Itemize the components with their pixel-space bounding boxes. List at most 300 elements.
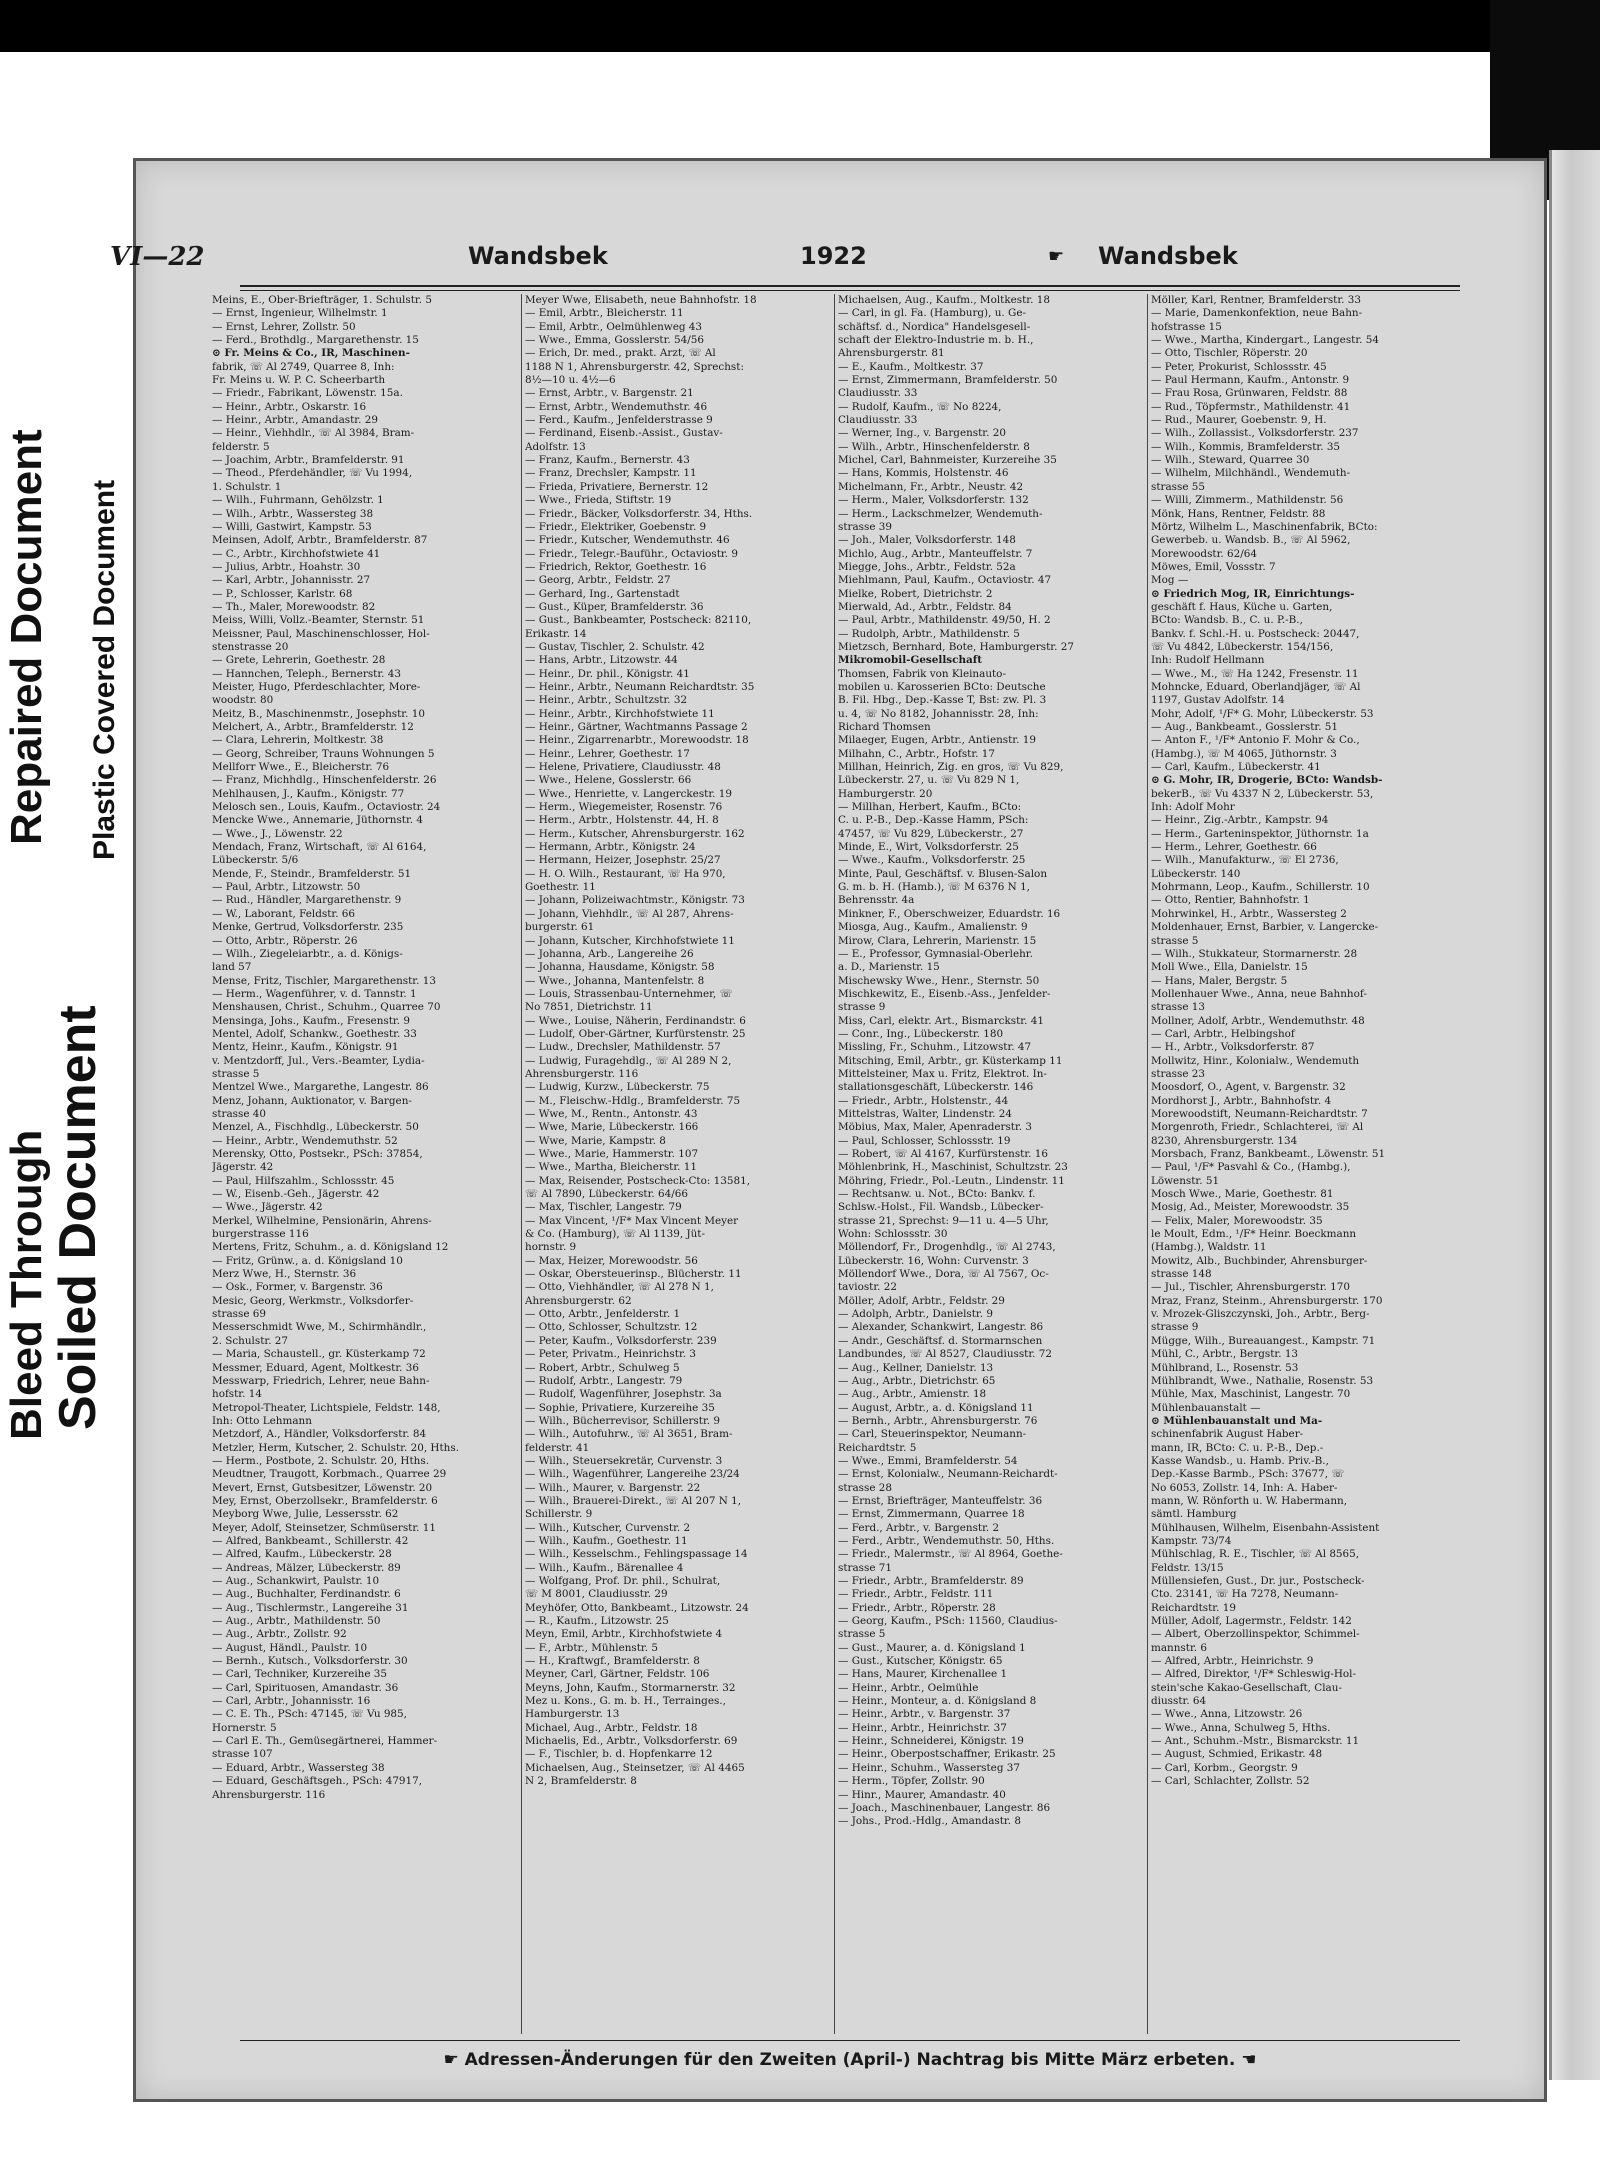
directory-entry: Thomsen, Fabrik von Kleinauto- [838,667,1006,680]
directory-entry: Metzler, Herm, Kutscher, 2. Schulstr. 20, Hths. [212,1441,459,1454]
directory-entry: — Ernst, Arbtr., v. Bargenstr. 21 [525,387,694,400]
page-header [110,242,1466,282]
directory-entry: Ahrensburgerstr. 62 [525,1294,632,1307]
directory-entry: ☏ Vu 4842, Lübeckerstr. 154/156, [1151,640,1334,653]
directory-entry: — Robert, Arbtr., Schulweg 5 [525,1361,680,1374]
directory-entry: — Emil, Arbtr., Oelmühlenweg 43 [525,320,703,333]
directory-entry: Meudtner, Traugott, Korbmach., Quarree 29 [212,1468,447,1481]
directory-entry: — Friedr., Malermstr., ☏ Al 8964, Goethe- [838,1548,1063,1561]
directory-entry: — Johann, Viehhdlr., ☏ Al 287, Ahrens- [525,907,734,920]
directory-entry: Lübeckerstr. 140 [1151,867,1241,880]
directory-entry: — Wwe., Martha, Kindergart., Langestr. 54 [1151,334,1379,347]
directory-entry: — Aug., Arbtr., Zollstr. 92 [212,1628,347,1641]
directory-entry: strasse 71 [838,1561,893,1574]
directory-entry: Mentzel Wwe., Margarethe, Langestr. 86 [212,1081,429,1094]
directory-entry: — Otto, Rentier, Bahnhofstr. 1 [1151,894,1310,907]
directory-entry: — Carl, Korbm., Georgstr. 9 [1151,1761,1298,1774]
directory-entry: Meyer Wwe, Elisabeth, neue Bahnhofstr. 18 [525,294,757,306]
directory-entry: Mollner, Adolf, Arbtr., Wendemuthstr. 48 [1151,1014,1365,1027]
directory-entry: — H., Kraftwgf., Bramfelderstr. 8 [525,1655,700,1668]
directory-entry: — Carl, Kaufm., Lübeckerstr. 41 [1151,761,1321,774]
directory-entry: — Wwe., Emma, Gosslerstr. 54/56 [525,334,704,347]
directory-entry: strasse 55 [1151,480,1206,493]
directory-entry: Meyborg Wwe, Julie, Lessersstr. 62 [212,1508,399,1521]
directory-entry: Lübeckerstr. 16, Wohn: Curvenstr. 3 [838,1254,1029,1267]
directory-entry: — Heinr., Zigarrenarbtr., Morewoodstr. 18 [525,734,749,747]
directory-entry: Inh: Adolf Mohr [1151,801,1235,814]
directory-entry: sämtl. Hamburg [1151,1508,1237,1521]
directory-entry: Menshausen, Christ., Schuhm., Quarree 70 [212,1001,441,1014]
directory-entry: — Aug., Tischlermstr., Langereihe 31 [212,1601,409,1614]
directory-entry: — Ludw., Drechsler, Mathildenstr. 57 [525,1041,721,1054]
directory-entry: — Louis, Strassenbau-Unternehmer, ☏ [525,987,733,1000]
directory-entry: fabrik, ☏ Al 2749, Quarree 8, Inh: [212,360,395,373]
directory-entry: — Rud., Töpfermstr., Mathildenstr. 41 [1151,400,1351,413]
directory-entry: — Wilh., Wagenführer, Langereihe 23/24 [525,1468,740,1481]
directory-entry: — Wilh., Steward, Quarree 30 [1151,454,1310,467]
directory-entry: — Carl, Arbtr., Helbingshof [1151,1027,1295,1040]
directory-entry: — Andreas, Mälzer, Lübeckerstr. 89 [212,1561,401,1574]
directory-entry: — Grete, Lehrerin, Goethestr. 28 [212,654,386,667]
directory-entry: — Aug., Arbtr., Mathildenstr. 50 [212,1615,381,1628]
directory-entry: 8½—10 u. 4½—6 [525,374,616,387]
directory-entry: — Rud., Maurer, Goebenstr. 9, H. [1151,414,1327,427]
directory-entry: 47457, ☏ Vu 829, Lübeckerstr., 27 [838,827,1024,840]
directory-entry: Mitsching, Emil, Arbtr., gr. Küsterkamp 11 [838,1054,1063,1067]
directory-entry: — Hermann, Heizer, Josephstr. 25/27 [525,854,721,867]
directory-entry: — Hans, Maler, Bergstr. 5 [1151,974,1288,987]
directory-entry: — Bernh., Arbtr., Ahrensburgerstr. 76 [838,1414,1038,1427]
directory-entry: — Wwe., Kaufm., Volksdorferstr. 25 [838,854,1026,867]
directory-entry: Wohn: Schlossstr. 30 [838,1228,948,1241]
directory-entry: — Heinr., Lehrer, Goethestr. 17 [525,747,690,760]
directory-entry: — Johanna, Hausdame, Königstr. 58 [525,961,715,974]
directory-entry: Mittelstras, Walter, Lindenstr. 24 [838,1107,1013,1120]
directory-entry: Meyns, John, Kaufm., Stormarnerstr. 32 [525,1681,736,1694]
directory-entry: N 2, Bramfelderstr. 8 [525,1775,637,1788]
directory-entry: — H., Arbtr., Volksdorferstr. 87 [1151,1041,1315,1054]
directory-entry: Menke, Gertrud, Volksdorferstr. 235 [212,921,404,934]
directory-entry: Menz, Johann, Auktionator, v. Bargen- [212,1094,412,1107]
directory-entry: Meyhöfer, Otto, Bankbeamt., Litzowstr. 24 [525,1601,749,1614]
directory-entry: — Rud., Händler, Margarethenstr. 9 [212,894,402,907]
directory-entry: strasse 107 [212,1748,273,1761]
directory-entry: — Hannchen, Teleph., Bernerstr. 43 [212,667,402,680]
directory-entry: — Paul, Arbtr., Litzowstr. 50 [212,881,361,894]
directory-entry: BCto: Wandsb. B., C. u. P.-B., [1151,614,1303,627]
directory-entry: — Johanna, Arb., Langereihe 26 [525,947,694,960]
directory-entry: Löwenstr. 51 [1151,1174,1220,1187]
footer-notice [350,2050,1350,2070]
directory-entry: land 57 [212,961,252,974]
running-title-left: Wandsbek [468,242,608,270]
directory-entry: — Paul Hermann, Kaufm., Antonstr. 9 [1151,374,1350,387]
directory-entry: — Sophie, Privatiere, Kurzereihe 35 [525,1401,715,1414]
directory-entry: No 6053, Zollstr. 14, Inh: A. Haber- [1151,1481,1338,1494]
directory-entry: taviostr. 22 [838,1281,897,1294]
directory-entry: — Hinr., Maurer, Amandastr. 40 [838,1788,1006,1801]
directory-entry: — Adolph, Arbtr., Danielstr. 9 [838,1308,993,1321]
directory-entry: — Heinr., Schuhm., Wassersteg 37 [838,1761,1021,1774]
directory-entry: — E., Kaufm., Moltkestr. 37 [838,360,984,373]
running-title-right: Wandsbek [1098,242,1238,270]
directory-entry: — Robert, ☏ Al 4167, Kurfürstenstr. 16 [838,1148,1049,1160]
directory-entry: strasse 40 [212,1107,267,1120]
pointing-hand-icon: ☚ [1235,2050,1257,2070]
directory-entry: — Jul., Tischler, Ahrensburgerstr. 170 [1151,1281,1350,1294]
directory-entry: — Wilh., Kommis, Bramfelderstr. 35 [1151,440,1341,453]
directory-entry: — Anton F., ¹/F* Antonio F. Mohr & Co., [1151,734,1360,747]
directory-entry: — Otto, Arbtr., Röperstr. 26 [212,934,358,947]
directory-entry: v. Mentzdorff, Jul., Vers.-Beamter, Lydia- [212,1054,425,1067]
directory-entry: ⊙ G. Mohr, IR, Drogerie, BCto: Wandsb- [1151,774,1383,787]
directory-entry: — Ernst, Zimmermann, Bramfelderstr. 50 [838,374,1058,387]
directory-entry: — Erich, Dr. med., prakt. Arzt, ☏ Al [525,347,716,360]
directory-entry: — F., Tischler, b. d. Hopfenkarre 12 [525,1748,713,1761]
directory-entry: mann, W. Rönforth u. W. Habermann, [1151,1494,1348,1507]
directory-entry: strasse 39 [838,520,893,533]
directory-entry: — Heinr., Arbtr., Amandastr. 29 [212,414,378,427]
directory-entry: Möbius, Max, Maler, Apenraderstr. 3 [838,1121,1033,1134]
directory-entry: — Friedr., Arbtr., Feldstr. 111 [838,1588,994,1601]
directory-entry: — Otto, Arbtr., Jenfelderstr. 1 [525,1308,681,1321]
directory-entry: Mesic, Georg, Werkmstr., Volksdorfer- [212,1294,414,1307]
directory-entry: — C. E. Th., PSch: 47145, ☏ Vu 985, [212,1708,407,1721]
directory-entry: — Wilh., Bücherrevisor, Schillerstr. 9 [525,1414,720,1427]
directory-entry: Mühlschlag, R. E., Tischler, ☏ Al 8565, [1151,1548,1360,1561]
footer-rule [240,2040,1460,2041]
directory-entry: — Wilh., Maurer, v. Bargenstr. 22 [525,1481,701,1494]
directory-entry: — Gust., Bankbeamter, Postscheck: 82110, [525,614,752,627]
directory-entry: Millhan, Heinrich, Zig. en gros, ☏ Vu 829, [838,761,1064,774]
directory-entry: — Ferdinand, Eisenb.-Assist., Gustav- [525,427,723,440]
directory-entry: Adolfstr. 13 [525,440,586,453]
directory-entry: — Otto, Tischler, Röperstr. 20 [1151,347,1308,360]
directory-entry: — Otto, Schlosser, Schultzstr. 12 [525,1321,698,1334]
directory-entry: — Hans, Maurer, Kirchenallee 1 [838,1668,1008,1681]
directory-entry: Reichardtstr. 19 [1151,1601,1236,1614]
directory-entry: — Millhan, Herbert, Kaufm., BCto: [838,801,1022,814]
directory-entry: — Ernst, Lehrer, Zollstr. 50 [212,320,356,333]
directory-entry: — Theod., Pferdehändler, ☏ Vu 1994, [212,467,413,480]
directory-entry: Mühlenbauanstalt — [1151,1401,1261,1414]
directory-entry: — Werner, Ing., v. Bargenstr. 20 [838,427,1006,440]
directory-entry: — Wwe, Marie, Kampstr. 8 [525,1134,666,1147]
directory-entry: — Aug., Buchhalter, Ferdinandstr. 6 [212,1588,401,1601]
directory-entry: — Wilhelm, Milchhändl., Wendemuth- [1151,467,1351,480]
directory-entry: — Wilh., Autofuhrw., ☏ Al 3651, Bram- [525,1428,733,1441]
directory-entry: — Frau Rosa, Grünwaren, Feldstr. 88 [1151,387,1348,400]
directory-entry: — Aug., Schankwirt, Paulstr. 10 [212,1575,380,1587]
directory-entry: strasse 21, Sprechst: 9—11 u. 4—5 Uhr, [838,1214,1049,1227]
directory-entry: Meitz, B., Maschinenmstr., Josephstr. 10 [212,707,425,720]
directory-entry: 8230, Ahrensburgerstr. 134 [1151,1134,1298,1147]
directory-entry: — Joachim, Arbtr., Bramfelderstr. 91 [212,454,405,467]
directory-entry: Hamburgerstr. 20 [838,787,933,800]
directory-entry: — Rudolph, Arbtr., Mathildenstr. 5 [838,627,1020,640]
directory-entry: — Albert, Oberzollinspektor, Schimmel- [1151,1628,1360,1641]
directory-entry: Mühlbrandt, Wwe., Nathalie, Rosenstr. 53 [1151,1374,1374,1387]
directory-entry: — Wolfgang, Prof. Dr. phil., Schulrat, [525,1575,721,1587]
directory-entry: le Moult, Edm., ¹/F* Heinr. Boeckmann [1151,1228,1357,1241]
directory-entry: Mosig, Ad., Meister, Morewoodstr. 35 [1151,1201,1350,1214]
directory-entry: Mollwitz, Hinr., Kolonialw., Wendemuth [1151,1054,1360,1067]
directory-entry: — Willi, Gastwirt, Kampstr. 53 [212,520,372,533]
directory-entry: — Carl, Techniker, Kurzereihe 35 [212,1668,388,1681]
directory-entry: — Wwe, M., Rentn., Antonstr. 43 [525,1107,698,1120]
directory-entry: Miosga, Aug., Kaufm., Amalienstr. 9 [838,921,1028,934]
directory-entry: Melosch sen., Louis, Kaufm., Octaviostr. 24 [212,801,441,814]
directory-entry: — R., Kaufm., Litzowstr. 25 [525,1615,669,1628]
directory-entry: Mellforr Wwe., E., Bleicherstr. 76 [212,761,390,774]
directory-entry: — Helene, Privatiere, Claudiusstr. 48 [525,761,721,774]
directory-entry: — Wwe., Emmi, Bramfelderstr. 54 [838,1454,1018,1467]
directory-entry: — Max, Heizer, Morewoodstr. 56 [525,1254,698,1267]
directory-entry: — Ferd., Kaufm., Jenfelderstrasse 9 [525,414,713,427]
directory-entry: a. D., Marienstr. 15 [838,961,940,974]
directory-entry: — Heinr., Arbtr., Neumann Reichardtstr. 35 [525,680,755,693]
directory-entry: — Johann, Polizeiwachtmstr., Königstr. 73 [525,894,745,907]
directory-entry: — August, Arbtr., a. d. Königsland 11 [838,1401,1034,1414]
directory-entry: — Aug., Arbtr., Amienstr. 18 [838,1388,987,1401]
directory-entry: u. 4, ☏ No 8182, Johannisstr. 28, Inh: [838,707,1039,720]
directory-entry: ⊙ Fr. Meins & Co., IR, Maschinen- [212,347,410,360]
directory-entry: Miehlmann, Paul, Kaufm., Octaviostr. 47 [838,574,1052,587]
directory-entry: Mügge, Wilh., Bureauangest., Kampstr. 71 [1151,1334,1376,1347]
directory-entry: Erikastr. 14 [525,627,587,640]
directory-entry: Mielke, Robert, Dietrichstr. 2 [838,587,993,600]
directory-entry: ☏ Al 7890, Lübeckerstr. 64/66 [525,1188,688,1201]
directory-entry: — August, Händl., Paulstr. 10 [212,1641,368,1654]
directory-entry: Morewoodstift, Neumann-Reichardtstr. 7 [1151,1107,1368,1120]
directory-entry: diusstr. 64 [1151,1695,1207,1708]
directory-entry: — Wilh., Zollassist., Volksdorferstr. 237 [1151,427,1359,440]
directory-entry: Möller, Adolf, Arbtr., Feldstr. 29 [838,1294,1005,1307]
directory-entry: hofstrasse 15 [1151,320,1222,333]
pointing-hand-icon: ☛ [443,2050,465,2070]
directory-entry: Morsbach, Franz, Bankbeamt., Löwenstr. 51 [1151,1148,1386,1160]
directory-entry: — Aug., Kellner, Danielstr. 13 [838,1361,994,1374]
directory-entry: strasse 5 [838,1628,886,1641]
directory-entry: Goethestr. 11 [525,881,596,894]
directory-entry: — Gust., Küper, Bramfelderstr. 36 [525,600,704,613]
directory-entry: Behrensstr. 4a [838,894,915,907]
directory-entry: Claudiusstr. 33 [838,414,918,427]
directory-entry: (Hambg.), ☏ M 4065, Jüthornstr. 3 [1151,747,1337,760]
directory-entry: — Heinr., Arbtr., Wendemuthstr. 52 [212,1134,398,1147]
directory-entry: Möller, Karl, Rentner, Bramfelderstr. 33 [1151,294,1361,306]
stamp-plastic-covered: Plastic Covered Document [88,479,121,860]
directory-entry: — Friedr., Telegr.-Bauführ., Octaviostr. 9 [525,547,738,560]
stamp-soiled-document: Soiled Document [49,1005,107,1430]
directory-entry: 1197, Gustav Adolfstr. 14 [1151,694,1285,707]
directory-entry: stein'sche Kakao-Gesellschaft, Clau- [1151,1681,1342,1694]
directory-entry: strasse 23 [1151,1067,1206,1080]
directory-entry: — Wilh., Brauerei-Direkt., ☏ Al 207 N 1, [525,1494,742,1507]
directory-entry: — Eduard, Geschäftsgeh., PSch: 47917, [212,1775,423,1788]
directory-entry: 1188 N 1, Ahrensburgerstr. 42, Sprechst: [525,360,744,373]
directory-entry: — Carl E. Th., Gemüsegärtnerei, Hammer- [212,1735,438,1748]
column-2 [525,294,833,2034]
directory-entry: — Rudolf, Arbtr., Langestr. 79 [525,1374,683,1387]
directory-entry: — Wilh., Kutscher, Curvenstr. 2 [525,1521,691,1534]
directory-entry: felderstr. 5 [212,440,270,453]
directory-entry: Inh: Otto Lehmann [212,1414,312,1427]
directory-entry: — Friedr., Arbtr., Holstenstr., 44 [838,1094,1009,1107]
directory-entry: — Herm., Kutscher, Ahrensburgerstr. 162 [525,827,745,840]
directory-entry: Schillerstr. 9 [525,1508,593,1521]
directory-entry: Mollenhauer Wwe., Anna, neue Bahnhof- [1151,987,1367,1000]
directory-entry: & Co. (Hamburg), ☏ Al 1139, Jüt- [525,1228,705,1241]
directory-entry: Mittelsteiner, Max u. Fritz, Elektrot. In- [838,1067,1047,1080]
directory-entry: woodstr. 80 [212,694,274,707]
directory-entry: — Wwe., Johanna, Mantenfelstr. 8 [525,974,705,987]
directory-entry: Mühl, C., Arbtr., Bergstr. 13 [1151,1348,1299,1361]
directory-entry: — F., Arbtr., Mühlenstr. 5 [525,1641,658,1654]
directory-entry: Richard Thomsen [838,721,931,733]
directory-entry: C. u. P.-B., Dep.-Kasse Hamm, PSch: [838,814,1029,827]
directory-entry: — Herm., Wiegemeister, Rosenstr. 76 [525,801,723,814]
directory-entry: Mietzsch, Bernhard, Bote, Hamburgerstr. 27 [838,640,1074,653]
directory-entry: — Felix, Maler, Morewoodstr. 35 [1151,1214,1323,1227]
directory-entry: — Alfred, Direktor, ¹/F* Schleswig-Hol- [1151,1668,1357,1681]
directory-entry: Lübeckerstr. 27, u. ☏ Vu 829 N 1, [838,774,1020,787]
directory-entry: Mirow, Clara, Lehrerin, Marienstr. 15 [838,934,1037,947]
column-4 [1151,294,1459,2034]
directory-entry: Miegge, Johs., Arbtr., Feldstr. 52a [838,560,1016,573]
directory-entry: — Herm., Lackschmelzer, Wendemuth- [838,507,1043,520]
directory-entry: Meinsen, Adolf, Arbtr., Bramfelderstr. 87 [212,534,428,547]
directory-entry: — Wwe., M., ☏ Ha 1242, Fresenstr. 11 [1151,667,1359,680]
directory-entry: Möhlenbrink, H., Maschinist, Schultzstr. 23 [838,1161,1068,1174]
directory-entry: — Friedr., Arbtr., Röperstr. 28 [838,1601,996,1614]
directory-entry: Hornerstr. 5 [212,1721,277,1734]
directory-entry: — Wilh., Kaufm., Bärenallee 4 [525,1561,684,1574]
directory-entry: — Wwe, Marie, Lübeckerstr. 166 [525,1121,699,1134]
directory-entry: Inh: Rudolf Hellmann [1151,654,1265,667]
directory-entry: Meiss, Willi, Vollz.-Beamter, Sternstr. 51 [212,614,425,627]
directory-entry: — Ludwig, Furagehdlg., ☏ Al 289 N 2, [525,1054,732,1067]
directory-entry: — Paul, ¹/F* Pasvahl & Co., (Hambg.), [1151,1161,1351,1174]
directory-entry: Metropol-Theater, Lichtspiele, Feldstr. 148, [212,1401,441,1414]
directory-entry: Meister, Hugo, Pferdeschlachter, More- [212,680,421,693]
directory-entry: — Carl, Spirituosen, Amandastr. 36 [212,1681,399,1694]
footer-text: Adressen-Änderungen für den Zweiten (April-) Nachtrag bis Mitte März erbeten. [464,2050,1236,2070]
directory-entry: (Hambg.), Waldstr. 11 [1151,1241,1267,1254]
directory-entry: — Franz, Kaufm., Bernerstr. 43 [525,454,690,467]
directory-entry: Mentz, Heinr., Kaufm., Königstr. 91 [212,1041,399,1054]
directory-entry: — Georg, Arbtr., Feldstr. 27 [525,574,671,587]
directory-entry: — Ferd., Brothdlg., Margarethenstr. 15 [212,334,419,347]
directory-entry: ☏ M 8001, Claudiusstr. 29 [525,1588,668,1601]
directory-entry: Mühle, Max, Maschinist, Langestr. 70 [1151,1388,1351,1401]
directory-entry: — Heinr., Arbtr., Heinrichstr. 37 [838,1721,1007,1734]
directory-entry: v. Mrozek-Gliszczynski, Joh., Arbtr., Berg- [1151,1308,1370,1321]
directory-entry: Hamburgerstr. 13 [525,1708,620,1721]
directory-entry: — Th., Maler, Morewoodstr. 82 [212,600,376,613]
directory-entry: Messerschmidt Wwe, M., Schirmhändlr., [212,1321,427,1334]
directory-entry: — Herm., Postbote, 2. Schulstr. 20, Hths. [212,1454,429,1467]
directory-entry: Mönk, Hans, Rentner, Feldstr. 88 [1151,507,1326,520]
directory-entry: — Wilh., Arbtr., Wassersteg 38 [212,507,374,520]
directory-entry: — Ernst, Briefträger, Manteuffelstr. 36 [838,1494,1043,1507]
directory-entry: Claudiusstr. 33 [838,387,918,400]
directory-entry: — Marie, Damenkonfektion, neue Bahn- [1151,307,1363,320]
directory-entry: Möwes, Emil, Vossstr. 7 [1151,560,1276,573]
directory-entry: — Friedr., Kutscher, Wendemuthstr. 46 [525,534,730,547]
directory-entry: — Peter, Privatm., Heinrichstr. 3 [525,1348,696,1361]
directory-entry: — Wilh., Stukkateur, Stormarnerstr. 28 [1151,947,1358,960]
directory-entry: — Ludwig, Kurzw., Lübeckerstr. 75 [525,1081,710,1094]
directory-entry: Mordhorst J., Arbtr., Bahnhofstr. 4 [1151,1094,1332,1107]
directory-entry: — W., Eisenb.-Geh., Jägerstr. 42 [212,1188,380,1201]
directory-entry: Moll Wwe., Ella, Danielstr. 15 [1151,961,1308,974]
directory-entry: — Friedr., Arbtr., Bramfelderstr. 89 [838,1575,1024,1587]
directory-entry: bekerB., ☏ Vu 4337 N 2, Lübeckerstr. 53, [1151,787,1374,800]
directory-entry: — C., Arbtr., Kirchhofstwiete 41 [212,547,381,560]
directory-entry: G. m. b. H. (Hamb.), ☏ M 6376 N 1, [838,881,1030,894]
directory-entry: Minkner, F., Oberschweizer, Eduardstr. 16 [838,907,1061,920]
directory-entry: Lübeckerstr. 5/6 [212,854,299,867]
directory-entry: burgerstr. 61 [525,921,595,934]
directory-entry: — Bernh., Kutsch., Volksdorferstr. 30 [212,1655,408,1668]
directory-entry: Mohncke, Eduard, Oberlandjäger, ☏ Al [1151,680,1361,693]
directory-entry: Mühlhausen, Wilhelm, Eisenbahn-Assistent [1151,1521,1380,1534]
directory-entry: — Rudolf, Wagenführer, Josephstr. 3a [525,1388,722,1401]
directory-entry: Mörtz, Wilhelm L., Maschinenfabrik, BCto: [1151,520,1378,533]
directory-entry: — Max, Reisender, Postscheck-Cto: 13581, [525,1174,751,1187]
directory-entry: Schlsw.-Holst., Fil. Wandsb., Lübecker- [838,1201,1044,1214]
directory-entry: — Conr., Ing., Lübeckerstr. 180 [838,1027,1004,1040]
directory-entry: — Ernst, Ingenieur, Wilhelmstr. 1 [212,307,388,320]
directory-entry: — Willi, Zimmerm., Mathildenstr. 56 [1151,494,1344,507]
directory-entry: 1. Schulstr. 1 [212,480,282,493]
directory-entry: B. Fil. Hbg., Dep.-Kasse T, Bst: zw. Pl. 3 [838,694,1047,707]
directory-entry: — Johann, Kutscher, Kirchhofstwiete 11 [525,934,735,947]
directory-entry: — Gerhard, Ing., Gartenstadt [525,587,680,600]
directory-entry: — Joach., Maschinenbauer, Langestr. 86 [838,1801,1051,1814]
directory-entry: — Wwe., Helene, Gosslerstr. 66 [525,774,692,787]
directory-entry: — Wilh., Kaufm., Goethestr. 11 [525,1534,688,1547]
directory-entry: Merensky, Otto, Postsekr., PSch: 37854, [212,1148,423,1160]
directory-entry: mannstr. 6 [1151,1641,1207,1654]
column-1 [212,294,520,2034]
directory-entry: Müller, Adolf, Lagermstr., Feldstr. 142 [1151,1615,1352,1628]
directory-entry: — Heinr., Zig.-Arbtr., Kampstr. 94 [1151,814,1329,827]
directory-entry: Michaelsen, Aug., Steinsetzer, ☏ Al 4465 [525,1761,745,1774]
directory-entry: — Heinr., Arbtr., Oskarstr. 16 [212,400,367,413]
directory-entry: 2. Schulstr. 27 [212,1334,289,1347]
directory-entry: — Rechtsanw. u. Not., BCto: Bankv. f. [838,1188,1036,1201]
directory-entry: — Franz, Michhdlg., Hinschenfelderstr. 26 [212,774,437,787]
directory-entry: Möllendorf, Fr., Drogenhdlg., ☏ Al 2743, [838,1241,1056,1254]
stamp-repaired-document: Repaired Document [2,429,51,845]
column-3 [838,294,1146,2034]
directory-entry: — Friedr., Fabrikant, Löwenstr. 15a. [212,387,403,400]
directory-entry: Menzel, A., Fischhdlg., Lübeckerstr. 50 [212,1121,419,1134]
directory-entry: felderstr. 41 [525,1441,590,1454]
directory-entry: Landbundes, ☏ Al 8527, Claudiusstr. 72 [838,1348,1053,1361]
directory-entry: Mischkewitz, E., Eisenb.-Ass., Jenfelder- [838,987,1051,1000]
directory-entry: — Emil, Arbtr., Bleicherstr. 11 [525,307,684,320]
directory-entry: Mehlhausen, J., Kaufm., Königstr. 77 [212,787,405,800]
directory-entry: Morgenroth, Friedr., Schlachterei, ☏ Al [1151,1121,1364,1134]
directory-entry: — Heinr., Dr. phil., Königstr. 41 [525,667,690,680]
directory-entry: mobilen u. Karosserien BCto: Deutsche [838,680,1046,693]
directory-entry: — August, Schmied, Erikastr. 48 [1151,1748,1323,1761]
directory-entry: — Herm., Wagenführer, v. d. Tannstr. 1 [212,987,417,1000]
directory-entry: Merz Wwe, H., Sternstr. 36 [212,1268,357,1281]
